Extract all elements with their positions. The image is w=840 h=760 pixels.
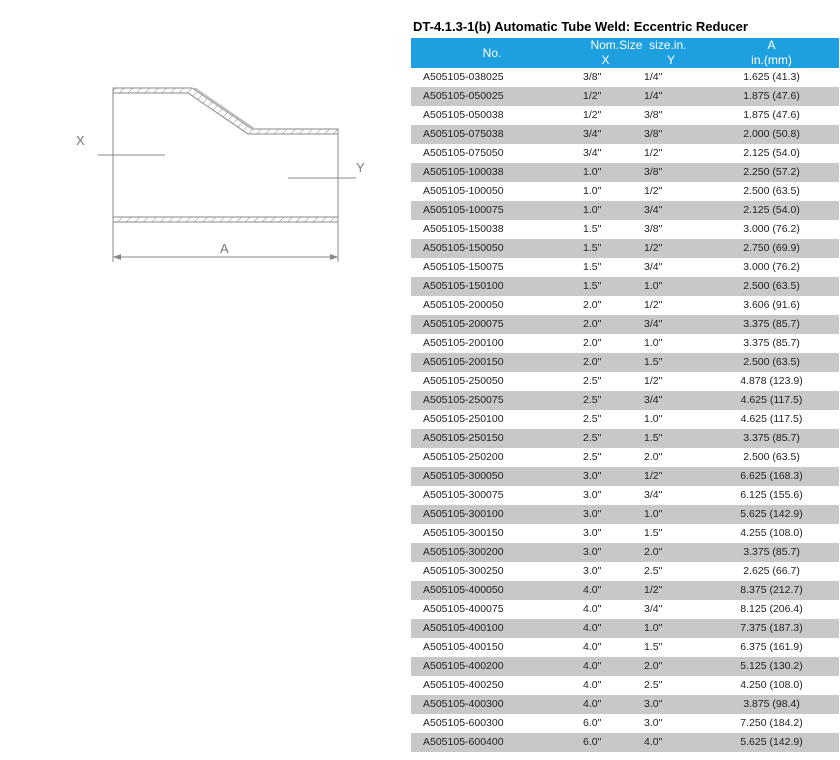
cell-x: 3/4" — [573, 125, 638, 144]
cell-a: 2.250 (57.2) — [704, 163, 839, 182]
table-row — [411, 201, 839, 220]
cell-a: 5.125 (130.2) — [704, 657, 839, 676]
cell-y: 3/4" — [638, 315, 704, 334]
cell-a: 3.375 (85.7) — [704, 543, 839, 562]
cell-a: 3.875 (98.4) — [704, 695, 839, 714]
cell-no: A505105-100050 — [411, 182, 573, 201]
cell-a: 2.625 (66.7) — [704, 562, 839, 581]
cell-no: A505105-200150 — [411, 353, 573, 372]
cell-a: 2.500 (63.5) — [704, 448, 839, 467]
cell-x: 4.0" — [573, 581, 638, 600]
table-row — [411, 505, 839, 524]
spec-table — [411, 38, 839, 752]
cell-no: A505105-250150 — [411, 429, 573, 448]
cell-y: 2.5" — [638, 562, 704, 581]
table-row — [411, 391, 839, 410]
table-row — [411, 296, 839, 315]
table-row — [411, 448, 839, 467]
table-row — [411, 106, 839, 125]
cell-y: 2.0" — [638, 543, 704, 562]
cell-a: 3.375 (85.7) — [704, 315, 839, 334]
cell-a: 6.625 (168.3) — [704, 467, 839, 486]
cell-x: 1.5" — [573, 220, 638, 239]
table-row — [411, 467, 839, 486]
cell-a: 7.375 (187.3) — [704, 619, 839, 638]
cell-y: 1/2" — [638, 144, 704, 163]
cell-x: 1/2" — [573, 106, 638, 125]
cell-a: 6.125 (155.6) — [704, 486, 839, 505]
table-row — [411, 562, 839, 581]
cell-no: A505105-250075 — [411, 391, 573, 410]
cell-x: 3/8" — [573, 68, 638, 87]
cell-no: A505105-075050 — [411, 144, 573, 163]
cell-no: A505105-300250 — [411, 562, 573, 581]
cell-a: 3.000 (76.2) — [704, 258, 839, 277]
cell-y: 4.0" — [638, 733, 704, 752]
cell-x: 1.0" — [573, 182, 638, 201]
table-row — [411, 638, 839, 657]
cell-y: 1/2" — [638, 296, 704, 315]
table-row — [411, 619, 839, 638]
cell-no: A505105-050038 — [411, 106, 573, 125]
cell-y: 1.5" — [638, 353, 704, 372]
table-row — [411, 182, 839, 201]
cell-x: 3.0" — [573, 467, 638, 486]
table-row — [411, 144, 839, 163]
table-row — [411, 258, 839, 277]
table-row — [411, 600, 839, 619]
table-row — [411, 543, 839, 562]
cell-y: 3/8" — [638, 163, 704, 182]
cell-x: 2.5" — [573, 448, 638, 467]
cell-a: 4.878 (123.9) — [704, 372, 839, 391]
cell-no: A505105-200075 — [411, 315, 573, 334]
cell-x: 1.0" — [573, 201, 638, 220]
cell-a: 5.625 (142.9) — [704, 733, 839, 752]
cell-y: 1.0" — [638, 277, 704, 296]
header-a-unit: in.(mm) — [704, 53, 839, 68]
cell-y: 1.0" — [638, 334, 704, 353]
cell-x: 4.0" — [573, 619, 638, 638]
label-x: X — [76, 133, 85, 148]
cell-x: 3.0" — [573, 543, 638, 562]
cell-no: A505105-300200 — [411, 543, 573, 562]
table-row — [411, 68, 839, 87]
table-row — [411, 676, 839, 695]
cell-x: 3.0" — [573, 562, 638, 581]
cell-x: 2.5" — [573, 391, 638, 410]
cell-no: A505105-100038 — [411, 163, 573, 182]
cell-a: 1.875 (47.6) — [704, 87, 839, 106]
cell-y: 3.0" — [638, 714, 704, 733]
cell-x: 3.0" — [573, 524, 638, 543]
table-row — [411, 334, 839, 353]
table-row — [411, 657, 839, 676]
cell-no: A505105-400200 — [411, 657, 573, 676]
cell-x: 2.5" — [573, 429, 638, 448]
bottom-wall — [113, 217, 338, 222]
cell-no: A505105-150038 — [411, 220, 573, 239]
header-size-in-label: size.in. — [649, 38, 687, 52]
cell-no: A505105-300100 — [411, 505, 573, 524]
cell-a: 4.625 (117.5) — [704, 410, 839, 429]
cell-y: 1/2" — [638, 182, 704, 201]
cell-a: 1.625 (41.3) — [704, 68, 839, 87]
cell-no: A505105-300050 — [411, 467, 573, 486]
cell-no: A505105-075038 — [411, 125, 573, 144]
table-row — [411, 581, 839, 600]
cell-y: 3/8" — [638, 220, 704, 239]
cell-no: A505105-150100 — [411, 277, 573, 296]
cell-x: 4.0" — [573, 676, 638, 695]
cell-no: A505105-050025 — [411, 87, 573, 106]
cell-a: 2.500 (63.5) — [704, 353, 839, 372]
cell-no: A505105-300075 — [411, 486, 573, 505]
cell-y: 2.0" — [638, 448, 704, 467]
cell-y: 3/8" — [638, 106, 704, 125]
cell-y: 1.5" — [638, 638, 704, 657]
cell-x: 1/2" — [573, 87, 638, 106]
header-x: X — [573, 53, 638, 68]
cell-y: 3/8" — [638, 125, 704, 144]
cell-no: A505105-150075 — [411, 258, 573, 277]
cell-y: 1.0" — [638, 505, 704, 524]
cell-x: 1.0" — [573, 163, 638, 182]
cell-x: 4.0" — [573, 657, 638, 676]
cell-a: 2.750 (69.9) — [704, 239, 839, 258]
cell-no: A505105-250100 — [411, 410, 573, 429]
cell-no: A505105-100075 — [411, 201, 573, 220]
table-row — [411, 714, 839, 733]
cell-y: 1/4" — [638, 87, 704, 106]
cell-a: 3.375 (85.7) — [704, 334, 839, 353]
cell-a: 7.250 (184.2) — [704, 714, 839, 733]
cell-y: 2.5" — [638, 676, 704, 695]
cell-no: A505105-150050 — [411, 239, 573, 258]
cell-no: A505105-250050 — [411, 372, 573, 391]
reducer-drawing — [60, 70, 380, 280]
cell-y: 3/4" — [638, 391, 704, 410]
header-no: No. — [411, 38, 573, 68]
cell-a: 4.250 (108.0) — [704, 676, 839, 695]
cell-no: A505105-600400 — [411, 733, 573, 752]
cell-x: 3.0" — [573, 505, 638, 524]
cell-y: 1/2" — [638, 581, 704, 600]
cell-x: 2.0" — [573, 315, 638, 334]
cell-y: 1/2" — [638, 467, 704, 486]
cell-a: 2.500 (63.5) — [704, 182, 839, 201]
header-y: Y — [638, 53, 704, 68]
header-nom-size-label: Nom.Size — [590, 38, 643, 52]
cell-x: 4.0" — [573, 638, 638, 657]
label-y: Y — [356, 160, 365, 175]
cell-a: 6.375 (161.9) — [704, 638, 839, 657]
cell-x: 3.0" — [573, 486, 638, 505]
cell-no: A505105-400050 — [411, 581, 573, 600]
cell-no: A505105-400100 — [411, 619, 573, 638]
cell-a: 2.500 (63.5) — [704, 277, 839, 296]
table-row — [411, 239, 839, 258]
cell-a: 8.375 (212.7) — [704, 581, 839, 600]
cell-x: 6.0" — [573, 714, 638, 733]
cell-x: 4.0" — [573, 600, 638, 619]
cell-no: A505105-250200 — [411, 448, 573, 467]
cell-a: 3.606 (91.6) — [704, 296, 839, 315]
cell-a: 3.375 (85.7) — [704, 429, 839, 448]
cell-y: 3/4" — [638, 600, 704, 619]
cell-x: 2.5" — [573, 410, 638, 429]
table-row — [411, 410, 839, 429]
cell-x: 6.0" — [573, 733, 638, 752]
table-row — [411, 125, 839, 144]
cell-y: 1/4" — [638, 68, 704, 87]
table-row — [411, 87, 839, 106]
cell-y: 3/4" — [638, 258, 704, 277]
table-row — [411, 315, 839, 334]
cell-y: 2.0" — [638, 657, 704, 676]
cell-no: A505105-400075 — [411, 600, 573, 619]
cell-x: 3/4" — [573, 144, 638, 163]
cell-a: 5.625 (142.9) — [704, 505, 839, 524]
cell-y: 3/4" — [638, 486, 704, 505]
cell-x: 2.0" — [573, 353, 638, 372]
cell-x: 4.0" — [573, 695, 638, 714]
cell-y: 1/2" — [638, 239, 704, 258]
header-nom-size — [573, 38, 704, 53]
header-a: A — [704, 38, 839, 53]
page-title: DT-4.1.3-1(b) Automatic Tube Weld: Eccentric Reducer — [413, 19, 748, 34]
cell-a: 2.000 (50.8) — [704, 125, 839, 144]
table-row — [411, 220, 839, 239]
table-row — [411, 524, 839, 543]
cell-no: A505105-200050 — [411, 296, 573, 315]
cell-x: 1.5" — [573, 277, 638, 296]
cell-a: 2.125 (54.0) — [704, 144, 839, 163]
cell-a: 8.125 (206.4) — [704, 600, 839, 619]
cell-x: 2.5" — [573, 372, 638, 391]
table-row — [411, 695, 839, 714]
top-wall — [113, 88, 338, 134]
cell-no: A505105-200100 — [411, 334, 573, 353]
cell-x: 2.0" — [573, 296, 638, 315]
cell-x: 1.5" — [573, 239, 638, 258]
table-row — [411, 353, 839, 372]
table-row — [411, 277, 839, 296]
cell-x: 2.0" — [573, 334, 638, 353]
cell-y: 1.0" — [638, 410, 704, 429]
table-row — [411, 372, 839, 391]
cone-wall — [192, 88, 256, 129]
cell-y: 1.5" — [638, 429, 704, 448]
table-row — [411, 486, 839, 505]
cell-a: 3.000 (76.2) — [704, 220, 839, 239]
cell-x: 1.5" — [573, 258, 638, 277]
cell-no: A505105-300150 — [411, 524, 573, 543]
cell-a: 1.875 (47.6) — [704, 106, 839, 125]
cell-y: 3.0" — [638, 695, 704, 714]
cell-no: A505105-400300 — [411, 695, 573, 714]
cell-a: 4.255 (108.0) — [704, 524, 839, 543]
cell-no: A505105-038025 — [411, 68, 573, 87]
cell-no: A505105-400150 — [411, 638, 573, 657]
table-row — [411, 429, 839, 448]
table-row — [411, 733, 839, 752]
cell-a: 4.625 (117.5) — [704, 391, 839, 410]
cell-no: A505105-600300 — [411, 714, 573, 733]
cell-y: 1.5" — [638, 524, 704, 543]
table-row — [411, 163, 839, 182]
cell-y: 1.0" — [638, 619, 704, 638]
cell-y: 1/2" — [638, 372, 704, 391]
cell-y: 3/4" — [638, 201, 704, 220]
cell-a: 2.125 (54.0) — [704, 201, 839, 220]
cell-no: A505105-400250 — [411, 676, 573, 695]
label-a: A — [220, 241, 229, 256]
